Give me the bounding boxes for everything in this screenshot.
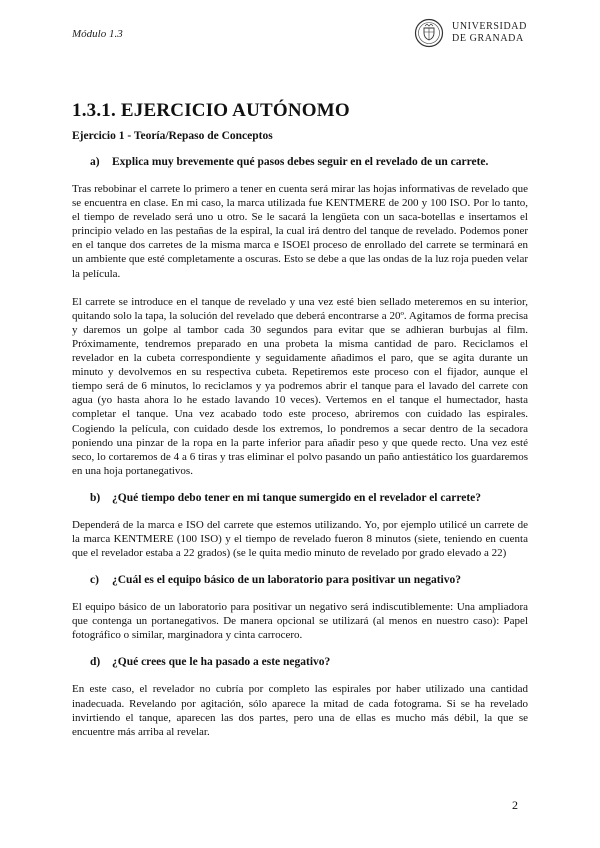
question-label: b) [90, 491, 101, 504]
question-label: c) [90, 574, 99, 587]
question-d [90, 656, 528, 668]
section-title: 1.3.1. EJERCICIO AUTÓNOMO [72, 100, 350, 121]
answer-d-paragraph: En este caso, el revelador no cubría por completo las espirales por haber utilizado una cantidad inadecuada. Revelando por agitación, sólo aparece la mitad de cada fotograma. Si se ha revelado invirtiendo el tanque, aparecen las dos partes, pero una de ellas es mucho más débil, la que se encuentre más arriba al revelar. [72, 683, 528, 738]
answer-b-paragraph: Dependerá de la marca e ISO del carrete que estemos utilizando. Yo, por ejemplo utilicé un carrete de la marca KENTMERE (100 ISO) y el tiempo de revelado fueron 8 minutos (siete, teniendo en cuenta que el revelador estaba a 22 grados) (se le quita medio minuto de revelado por grado elevado a 22) [72, 518, 528, 560]
university-name-line1: UNIVERSIDAD [452, 21, 527, 32]
question-label: d) [90, 656, 101, 669]
university-name-line2: DE GRANADA [452, 33, 524, 44]
answer-a-paragraph-1: Tras rebobinar el carrete lo primero a tener en cuenta será mirar las hojas informativas de revelado que se encuentra en clase. En mi caso, la marca utilizada fue KENTMERE de 200 y 100 ISO. Por lo tanto, el tiempo de revelado será uno u otro. Se le sacará la lengüeta con un saca-botellas e insertamos el principio velado en las pestañas de la espiral, la cual irá dentro del tanque de revelado. Podemos poner en el tanque dos carretes de la misma marca e ISOEl proceso de enrollado del carrete se terminará en un ambiente que esté completamente a oscuras. Esto se debe a que las ondas de la luz roja pueden velar la película. [72, 183, 528, 280]
university-name [452, 21, 527, 45]
question-text: ¿Cuál es el equipo básico de un laboratorio para positivar un negativo? [112, 574, 461, 587]
university-seal-icon [414, 18, 444, 48]
question-a [90, 156, 528, 168]
question-text: Explica muy brevemente qué pasos debes seguir en el revelado de un carrete. [112, 156, 489, 168]
question-text: ¿Qué crees que le ha pasado a este negativo? [112, 656, 331, 669]
question-b [90, 492, 528, 504]
module-label: Módulo 1.3 [72, 28, 123, 40]
answer-a-paragraph-2: El carrete se introduce en el tanque de revelado y una vez esté bien sellado meteremos en su interior, quitando solo la tapa, la solución del revelado que deberá encontrarse a 20º. Agitamos de forma precisa y daremos un golpe al tambor cada 30 segundos para evitar que se adhieran burbujas al film. Próximamente, tendremos preparado en una probeta la misma cantidad de paro. Reciclamos el revelador en la cubeta correspondiente y seguidamente añadimos el paro, que se agita durante un minuto y devolvemos en su respectiva cubeta. Repetiremos este proceso con el fijador, aunque el tiempo será de 6 minutos, lo reciclamos y ya podremos abrir el tanque para el lavado del carrete con agua (yo hasta ahora lo he estado lavando 10 veces). Vertemos en el tanque el humectador, hasta completar el tanque. Una vez acabado todo este proceso, abriremos con cuidado las espirales. Cogiendo la película, con cuidado desde los extremos, lo pondremos a secar dentro de la secadora poniendo una pinzar de la ropa en la parte inferior para añadir peso y que quede recto. Una vez esté seco, lo cortaremos de 4 a 6 tiras y tras eliminar el polvo pasando un paño antiestático los guardaremos en una hoja portanegativos. [72, 295, 528, 477]
answer-c-paragraph: El equipo básico de un laboratorio para positivar un negativo será indiscutiblemente: Una ampliadora que contenga un portanegativos. De manera opcional se utilizará (al menos en nuestro caso): Papel fotográfico o similar, marginadora y cinta carrocero. [72, 601, 528, 642]
document-body [72, 100, 528, 739]
exercise-title: Ejercicio 1 - Teoría/Repaso de Conceptos [72, 130, 273, 142]
question-text: ¿Qué tiempo debo tener en mi tanque sumergido en el revelador el carrete? [112, 491, 482, 504]
question-label: a) [90, 156, 100, 168]
university-logo [414, 18, 534, 50]
page-number: 2 [512, 798, 518, 812]
question-c [90, 574, 528, 586]
